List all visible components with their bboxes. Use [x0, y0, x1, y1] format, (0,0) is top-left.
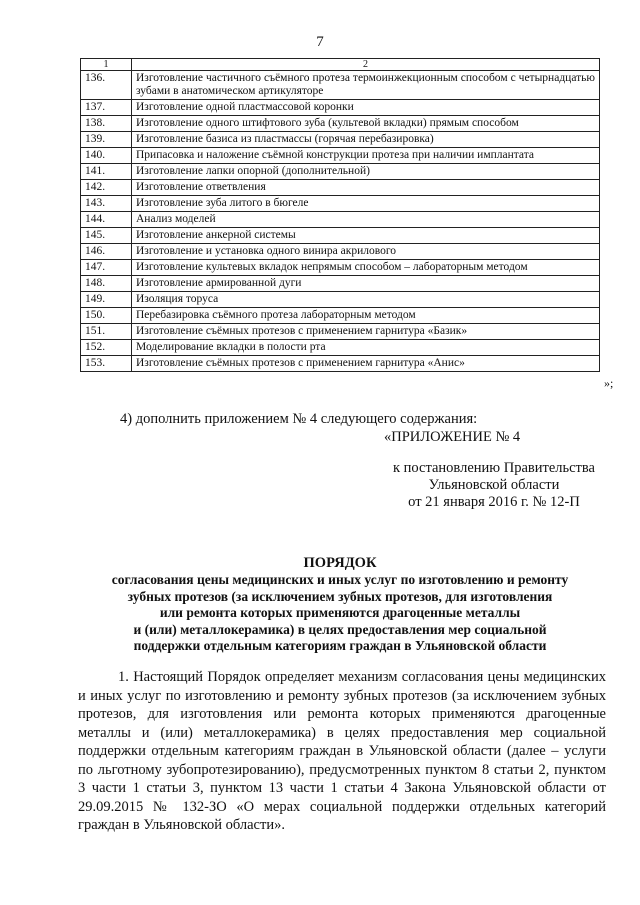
subtitle-line: согласования цены медицинских и иных услуг по изготовлению и ремонту: [111, 572, 569, 587]
services-table: [80, 58, 600, 372]
subtitle-line: или ремонта которых применяются драгоценные металлы: [159, 605, 521, 620]
page-number: 7: [316, 34, 324, 50]
table-body: [81, 71, 600, 372]
row-number: 148.: [81, 276, 132, 292]
row-number: 153.: [81, 356, 132, 372]
row-number: 152.: [81, 340, 132, 356]
decree-line: Ульяновской области: [428, 477, 560, 493]
service-name: Изготовление частичного съёмного протеза термоинжекционным способом с четырнадцатью зубами в анатомическом артикуляторе: [132, 71, 600, 100]
subtitle-line: поддержки отдельным категориям граждан в Ульяновской области: [133, 638, 547, 653]
column-header-name: 2: [132, 59, 600, 71]
row-number: 149.: [81, 292, 132, 308]
table-row: [81, 244, 600, 260]
service-name: Изготовление армированной дуги: [132, 276, 600, 292]
row-number: 150.: [81, 308, 132, 324]
table-row: [81, 100, 600, 116]
service-name: Изготовление одного штифтового зуба (культевой вкладки) прямым способом: [132, 116, 600, 132]
row-number: 141.: [81, 164, 132, 180]
service-name: Изоляция торуса: [132, 292, 600, 308]
service-name: Изготовление лапки опорной (дополнительной): [132, 164, 600, 180]
table-row: [81, 148, 600, 164]
row-number: 151.: [81, 324, 132, 340]
table-row: [81, 308, 600, 324]
table-row: [81, 116, 600, 132]
table-row: [81, 276, 600, 292]
service-name: Изготовление одной пластмассовой коронки: [132, 100, 600, 116]
service-name: Изготовление базиса из пластмассы (горячая перебазировка): [132, 132, 600, 148]
table-row: [81, 340, 600, 356]
table-row: [81, 212, 600, 228]
table-header-row: [81, 59, 600, 71]
body-paragraph: 1. Настоящий Порядок определяет механизм согласования цены медицинских и иных услуг по изготовлению и ремонту зубных протезов (за исключением зубных протезов, для изготовления или ремонта которых применяются драгоценные металлы и (или) металлокерамика) в целях предоставления мер социальной поддержки отдельным категориям граждан в Ульяновской области (далее – услуги по льготному зубопротезированию), предусмотренных пунктом 8 статьи 2, пунктом 3 части 1 статьи 3, пунктом 13 части 1 статьи 4 Закона Ульяновской области от 29.09.2015 № 132-ЗО «О мерах социальной поддержки отдельных категорий граждан в Ульяновской области».: [78, 669, 606, 833]
row-number: 142.: [81, 180, 132, 196]
row-number: 138.: [81, 116, 132, 132]
service-name: Изготовление анкерной системы: [132, 228, 600, 244]
service-name: Изготовление съёмных протезов с применением гарнитура «Анис»: [132, 356, 600, 372]
row-number: 139.: [81, 132, 132, 148]
decree-line: к постановлению Правительства: [393, 460, 595, 476]
row-number: 144.: [81, 212, 132, 228]
table-row: [81, 164, 600, 180]
table-row: [81, 260, 600, 276]
document-title: ПОРЯДОК: [303, 555, 377, 571]
amendment-text: 4) дополнить приложением № 4 следующего содержания:: [120, 411, 478, 427]
decree-reference: [370, 460, 618, 511]
row-number: 140.: [81, 148, 132, 164]
service-name: Изготовление культевых вкладок непрямым способом – лабораторным методом: [132, 260, 600, 276]
table-row: [81, 228, 600, 244]
row-number: 146.: [81, 244, 132, 260]
service-name: Перебазировка съёмного протеза лабораторным методом: [132, 308, 600, 324]
document-subtitle: [70, 572, 610, 655]
subtitle-line: зубных протезов (за исключением зубных протезов, для изготовления: [127, 588, 553, 604]
appendix-title: «ПРИЛОЖЕНИЕ № 4: [384, 429, 521, 445]
row-number: 143.: [81, 196, 132, 212]
table-closing-mark: »;: [604, 376, 614, 390]
table-row: [81, 196, 600, 212]
service-name: Моделирование вкладки в полости рта: [132, 340, 600, 356]
table-row: [81, 324, 600, 340]
row-number: 147.: [81, 260, 132, 276]
row-number: 145.: [81, 228, 132, 244]
table-row: [81, 356, 600, 372]
service-name: Изготовление зуба литого в бюгеле: [132, 196, 600, 212]
table-row: [81, 292, 600, 308]
table-row: [81, 180, 600, 196]
row-number: 137.: [81, 100, 132, 116]
service-name: Изготовление и установка одного винира акрилового: [132, 244, 600, 260]
column-header-number: 1: [81, 59, 132, 71]
row-number: 136.: [81, 71, 132, 100]
table-row: [81, 132, 600, 148]
service-name: Изготовление ответвления: [132, 180, 600, 196]
service-name: Припасовка и наложение съёмной конструкции протеза при наличии имплантата: [132, 148, 600, 164]
service-name: Изготовление съёмных протезов с применением гарнитура «Базик»: [132, 324, 600, 340]
service-name: Анализ моделей: [132, 212, 600, 228]
subtitle-line: и (или) металлокерамика) в целях предоставления мер социальной: [133, 621, 547, 637]
decree-line: от 21 января 2016 г. № 12-П: [408, 494, 580, 510]
table-row: [81, 71, 600, 100]
